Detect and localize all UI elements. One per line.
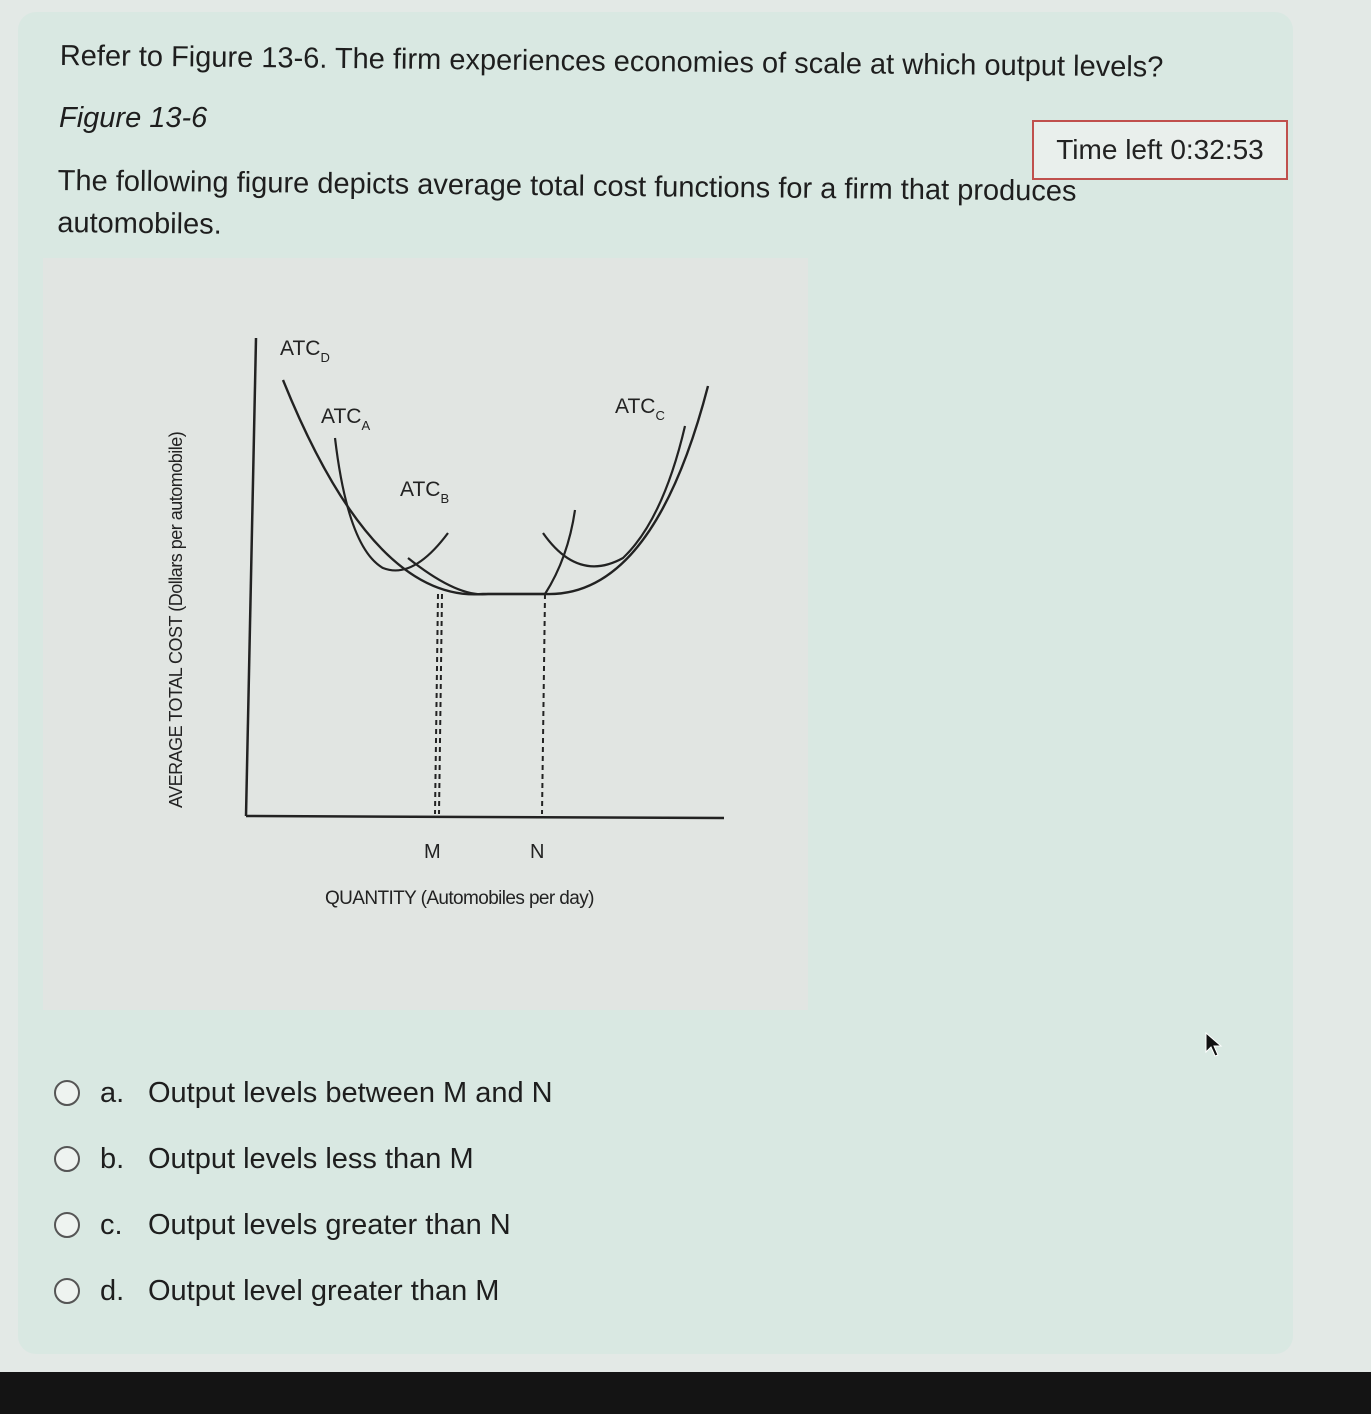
option-letter: b. (100, 1142, 125, 1175)
y-axis (246, 338, 256, 816)
atc-diagram (43, 258, 808, 1010)
question-text: Refer to Figure 13-6. The firm experiences economies of scale at which output levels? (59, 40, 1164, 84)
radio-button-a[interactable] (54, 1080, 80, 1106)
atc-a-curve (335, 438, 448, 570)
atc-d-label: $ATC_D$ (280, 337, 330, 365)
option-a[interactable] (54, 1060, 754, 1126)
option-c[interactable] (54, 1192, 754, 1258)
option-text: Output levels less than M (148, 1142, 474, 1175)
option-d[interactable] (54, 1258, 754, 1324)
radio-button-d[interactable] (54, 1278, 80, 1304)
answer-options (54, 1060, 754, 1324)
option-text: Output levels greater than N (148, 1208, 511, 1241)
figure-description: The following figure depicts average total cost functions for a firm that produces automobiles. (57, 164, 1077, 241)
n-dashed-line (542, 594, 545, 814)
atc-c-label: $ATC_C$ (615, 395, 665, 423)
m-marker-label: M (424, 841, 441, 863)
x-axis-label: QUANTITY (Automobiles per day) (325, 888, 594, 909)
atc-b-curve (408, 510, 575, 594)
option-letter: c. (100, 1208, 123, 1241)
time-left-display: Time left 0:32:53 (1032, 120, 1288, 180)
option-text: Output levels between M and N (148, 1076, 553, 1109)
x-axis (246, 816, 724, 818)
radio-button-c[interactable] (54, 1212, 80, 1238)
n-marker-label: N (530, 841, 545, 863)
option-text: Output level greater than M (148, 1274, 500, 1307)
atc-c-curve (543, 426, 685, 566)
m-dashed-line-left (435, 594, 438, 814)
atc-b-label: $ATC_B$ (400, 478, 450, 506)
atc-a-label: $ATC_A$ (321, 405, 371, 433)
option-letter: a. (100, 1076, 125, 1109)
figure-label: Figure 13-6 (59, 102, 208, 134)
option-letter: d. (100, 1274, 125, 1307)
monitor-bezel (0, 1372, 1371, 1414)
y-axis-label: AVERAGE TOTAL COST (Dollars per automobile) (166, 431, 186, 808)
radio-button-b[interactable] (54, 1146, 80, 1172)
m-dashed-line-right (439, 594, 442, 814)
option-b[interactable] (54, 1126, 754, 1192)
figure-13-6 (43, 258, 808, 1010)
mouse-cursor-icon (1204, 1032, 1224, 1058)
